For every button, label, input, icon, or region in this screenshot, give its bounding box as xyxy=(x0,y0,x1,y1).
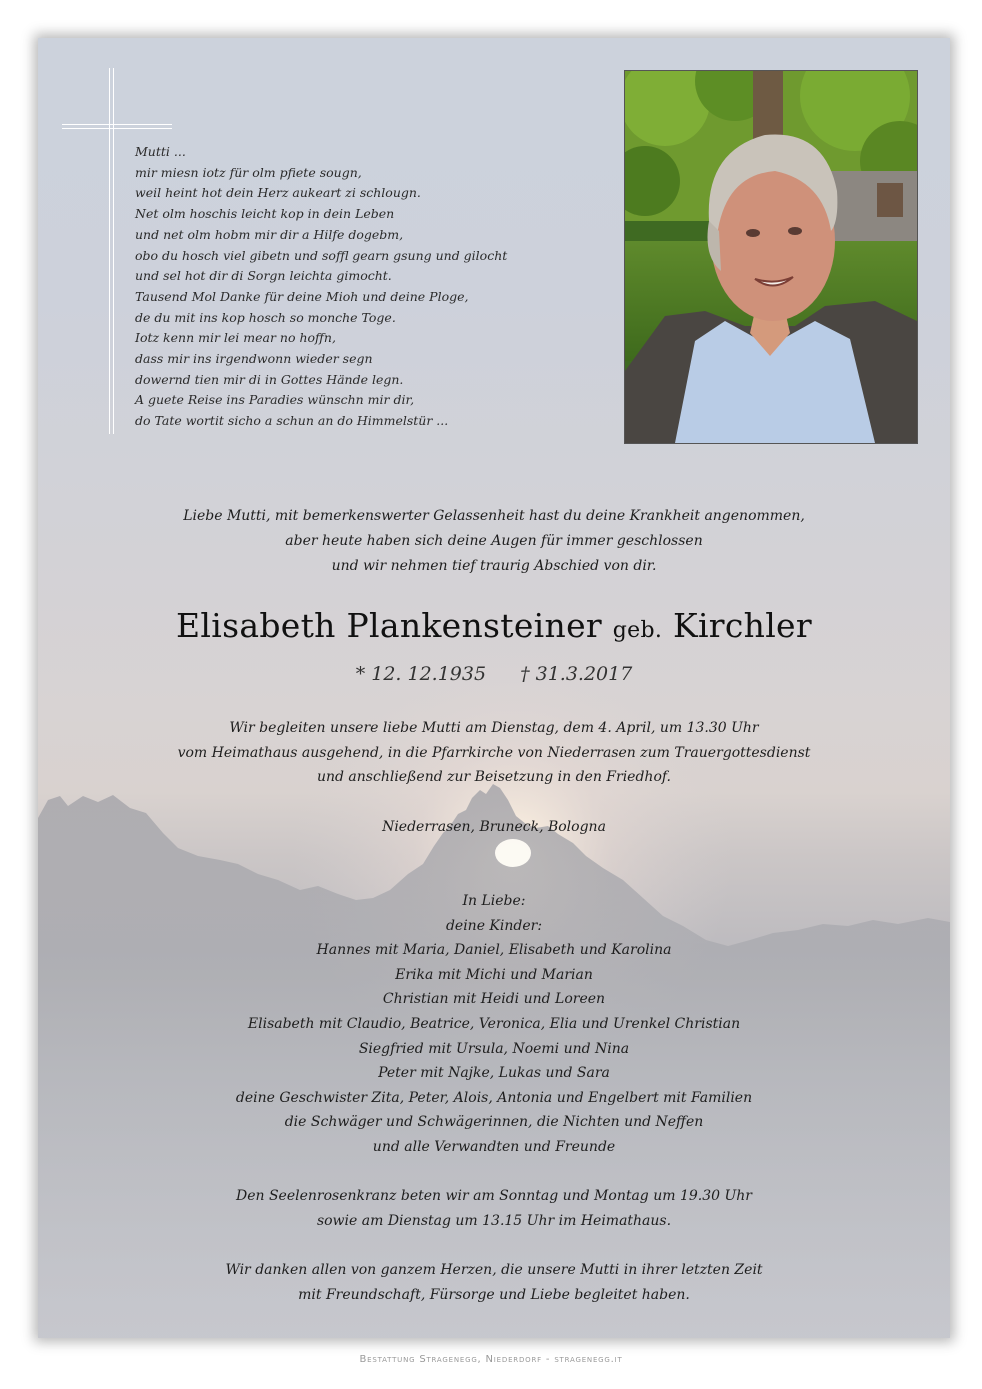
cross-horizontal-line-inner xyxy=(62,128,172,129)
mourner-line: Hannes mit Maria, Daniel, Elisabeth und Karolina xyxy=(316,942,672,959)
funeral-line: und anschließend zur Beisetzung in den Friedhof. xyxy=(316,769,672,786)
birth-name-prefix: geb. xyxy=(612,618,663,643)
poem-line: de du mit ins kop hosch so monche Toge. xyxy=(135,309,396,325)
mourner-line: deine Geschwister Zita, Peter, Alois, Antonia und Engelbert mit Familien xyxy=(235,1089,753,1106)
poem-line: A guete Reise ins Paradies wünschn mir dir, xyxy=(135,392,415,408)
mourner-line: Christian mit Heidi und Loreen xyxy=(382,991,606,1008)
mourner-line: Siegfried mit Ursula, Noemi und Nina xyxy=(358,1040,630,1057)
poem-line: obo du hosch viel gibetn und soffl gearn gsung und gilocht xyxy=(135,247,508,263)
funeral-line: vom Heimathaus ausgehend, in die Pfarrkirche von Niederrasen zum Trauergottesdienst xyxy=(177,744,811,761)
cross-horizontal-line xyxy=(62,124,172,125)
intro-line: Liebe Mutti, mit bemerkenswerter Gelassenheit hast du deine Krankheit angenommen, xyxy=(183,508,805,524)
poem-line: weil heint hot dein Herz aukeart zi schlougn. xyxy=(135,185,421,201)
cross-vertical-line-inner xyxy=(113,68,114,434)
rosary-announcement xyxy=(38,1184,950,1233)
mourner-line: Elisabeth mit Claudio, Beatrice, Veronica, Elia und Urenkel Christian xyxy=(247,1015,741,1032)
poem-line: und net olm hobm mir dir a Hilfe dogebm, xyxy=(135,226,404,242)
poem-line: Tausend Mol Danke für deine Mioh und deine Ploge, xyxy=(135,288,469,304)
farewell-intro xyxy=(38,504,950,579)
intro-line: aber heute haben sich deine Augen für immer geschlossen xyxy=(285,533,703,549)
thanks-message xyxy=(38,1258,950,1307)
birth-date: * 12. 12.1935 xyxy=(355,663,487,685)
places: Niederrasen, Bruneck, Bologna xyxy=(382,819,606,835)
obituary-card xyxy=(38,38,950,1338)
life-dates xyxy=(38,660,950,688)
rosary-line: sowie am Dienstag um 13.15 Uhr im Heimathaus. xyxy=(316,1212,672,1229)
poem-line: mir miesn iotz für olm pfiete sougn, xyxy=(135,164,362,180)
funeral-line: Wir begleiten unsere liebe Mutti am Dienstag, dem 4. April, um 13.30 Uhr xyxy=(229,720,759,736)
rosary-line: Den Seelenrosenkranz beten wir am Sonntag und Montag um 19.30 Uhr xyxy=(235,1188,753,1204)
funeral-home-footer: Bestattung Stragenegg, Niederdorf - stragenegg.it xyxy=(359,1354,623,1365)
intro-line: und wir nehmen tief traurig Abschied von dir. xyxy=(331,558,657,574)
poem-line: Net olm hoschis leicht kop in dein Leben xyxy=(135,206,395,222)
mourner-line: und alle Verwandten und Freunde xyxy=(372,1138,616,1155)
poem-line: Iotz kenn mir lei mear no hoffn, xyxy=(135,330,336,346)
thanks-line: Wir danken allen von ganzem Herzen, die unsere Mutti in ihrer letzten Zeit xyxy=(225,1262,763,1278)
places-line xyxy=(38,815,950,840)
mourner-line: deine Kinder: xyxy=(445,917,543,934)
mourner-line: In Liebe: xyxy=(462,893,526,909)
poem-line: dass mir ins irgendwonn wieder segn xyxy=(135,351,373,367)
portrait-photo xyxy=(624,70,918,444)
deceased-name-line xyxy=(38,604,950,653)
death-date: † 31.3.2017 xyxy=(520,663,633,685)
mourner-line: die Schwäger und Schwägerinnen, die Nichten und Neffen xyxy=(284,1114,704,1131)
funeral-announcement xyxy=(38,716,950,790)
poem-line: do Tate wortit sicho a schun an do Himmelstür ... xyxy=(135,413,449,429)
birth-name: Kirchler xyxy=(672,606,812,645)
poem-line: Mutti ... xyxy=(135,144,186,159)
mourners-list xyxy=(38,889,950,1160)
mourner-line: Erika mit Michi und Marian xyxy=(395,966,593,983)
poem-line: dowernd tien mir di in Gottes Hände legn. xyxy=(135,371,404,387)
mourner-line: Peter mit Najke, Lukas und Sara xyxy=(378,1065,610,1082)
poem-line: und sel hot dir di Sorgn leichta gimocht. xyxy=(135,268,392,284)
thanks-line: mit Freundschaft, Fürsorge und Liebe begleitet haben. xyxy=(298,1286,690,1303)
dialect-poem xyxy=(135,142,605,432)
deceased-name: Elisabeth Plankensteiner xyxy=(176,606,602,645)
cross-vertical-line xyxy=(109,68,110,434)
